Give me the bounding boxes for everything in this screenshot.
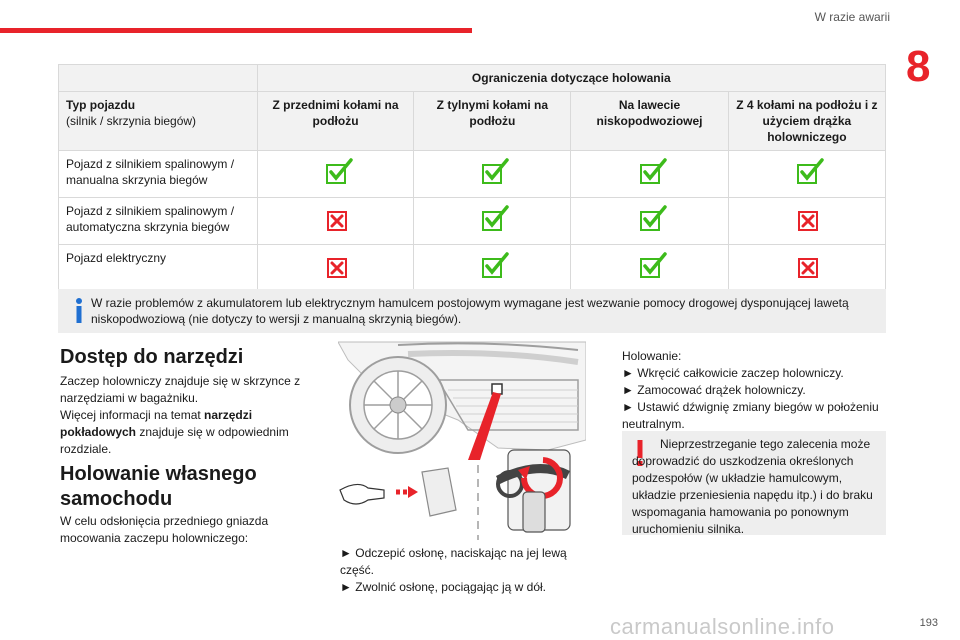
tow-hook-illustration	[338, 340, 586, 540]
check-icon	[639, 208, 661, 230]
check-icon	[481, 255, 503, 277]
access-text-2: Więcej informacji na temat	[60, 408, 205, 422]
towing-title: Holowanie:	[622, 349, 682, 363]
row-label: Pojazd z silnikiem spalinowym / manualna skrzynia biegów	[59, 151, 258, 198]
access-text	[60, 373, 310, 458]
own-towing-heading: Holowanie własnego samochodu	[60, 463, 257, 510]
towing-step-1-text: Wkręcić całkowicie zaczep holowniczy.	[637, 366, 844, 380]
cross-icon	[325, 255, 347, 277]
check-icon	[481, 161, 503, 183]
check-icon	[639, 161, 661, 183]
bullet: ►	[622, 366, 634, 380]
page-number: 193	[919, 617, 938, 629]
access-text-3: znajduje się w odpowiednim rozdziale.	[60, 425, 289, 456]
cross-icon	[796, 255, 818, 277]
towing-step-3	[622, 399, 892, 433]
table-row	[59, 151, 886, 198]
info-note	[58, 289, 886, 333]
table-row	[59, 245, 886, 292]
towing-step-3-text: Ustawić dźwignię zmiany biegów w położeniu neutralnym.	[622, 400, 879, 431]
warning-note	[622, 431, 886, 535]
bullet: ►	[622, 400, 634, 414]
watermark: carmanualsonline.info	[610, 614, 835, 639]
bullet: ►	[340, 546, 352, 560]
column-header: Na lawecie niskopodwoziowej	[571, 92, 729, 151]
column-header: Z przednimi kołami na podłożu	[257, 92, 414, 151]
check-icon	[639, 255, 661, 277]
check-icon	[796, 161, 818, 183]
access-heading: Dostęp do narzędzi	[60, 346, 244, 368]
row-label: Pojazd z silnikiem spalinowym / automatyczna skrzynia biegów	[59, 198, 258, 245]
header-accent-bar	[0, 28, 472, 33]
illustration-caption	[340, 545, 590, 596]
caption-step-1	[340, 545, 590, 579]
vehicle-type-sub: (silnik / skrzynia biegów)	[66, 114, 197, 128]
caption-step-2-text: Zwolnić osłonę, pociągając ją w dół.	[355, 580, 547, 594]
column-header: Z tylnymi kołami na podłożu	[414, 92, 571, 151]
table-group-header: Ograniczenia dotyczące holowania	[257, 65, 885, 92]
table-row	[59, 198, 886, 245]
own-towing-text: W celu odsłonięcia przedniego gniazda mocowania zaczepu holowniczego:	[60, 514, 269, 545]
towing-steps	[622, 348, 892, 433]
towing-restrictions-table	[58, 64, 886, 292]
access-text-bold: narzędzi pokładowych	[60, 408, 253, 439]
cross-icon	[325, 208, 347, 230]
info-icon	[74, 297, 84, 325]
access-text-1: Zaczep holowniczy znajduje się w skrzynce z narzędziami w bagażniku.	[60, 374, 301, 405]
section-title: W razie awarii	[814, 10, 890, 24]
check-icon	[481, 208, 503, 230]
bullet: ►	[340, 580, 352, 594]
cross-icon	[796, 208, 818, 230]
chapter-number: 8	[906, 42, 931, 91]
vehicle-type-header	[59, 92, 258, 151]
bullet: ►	[622, 383, 634, 397]
towing-step-1	[622, 365, 892, 382]
table-corner	[59, 65, 258, 92]
towing-step-2-text: Zamocować drążek holowniczy.	[637, 383, 806, 397]
row-label: Pojazd elektryczny	[59, 245, 258, 292]
caption-step-2	[340, 579, 590, 596]
warning-text: Nieprzestrzeganie tego zalecenia może doprowadzić do uszkodzenia określonych podzespołów (w układzie hamulcowym, układzie przeniesienia napędu itp.) i do braku wspomagania hamowania po ponownym uruchomieniu silnika.	[632, 437, 873, 536]
towing-step-2	[622, 382, 892, 399]
info-note-text: W razie problemów z akumulatorem lub elektrycznym hamulcem postojowym wymagane jest wezwanie pomocy drogowej dysponującej lawetą niskopodwoziową (nie dotyczy to wersji z manualną skrzynią biegów).	[91, 296, 849, 326]
check-icon	[325, 161, 347, 183]
vehicle-type-label: Typ pojazdu	[66, 98, 136, 112]
caption-step-1-text: Odczepić osłonę, naciskając na jej lewą część.	[340, 546, 567, 577]
column-header: Z 4 kołami na podłożu i z użyciem drążka holowniczego	[728, 92, 885, 151]
